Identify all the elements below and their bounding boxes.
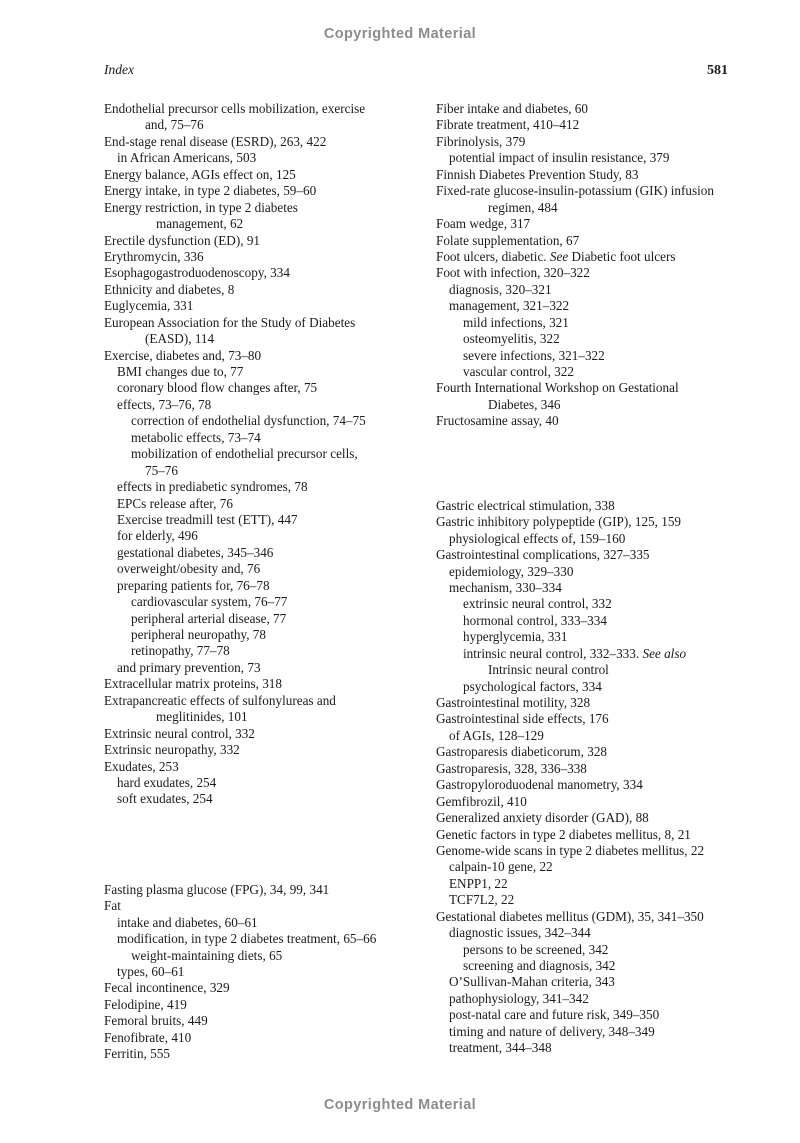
index-entry-line [436, 695, 714, 711]
index-entry-line [104, 693, 376, 709]
entry-text: cardiovascular system, 76–77 [131, 594, 288, 610]
entry-text: Extracellular matrix proteins, 318 [104, 676, 282, 692]
index-entry-line [104, 233, 376, 249]
index-entry-line [104, 627, 376, 643]
entry-text: Genome-wide scans in type 2 diabetes mellitus, 22 [436, 842, 705, 858]
entry-text: Fourth International Workshop on Gestational [436, 380, 679, 396]
entry-text: of AGIs, 128–129 [449, 727, 544, 743]
index-entry-line [436, 150, 714, 166]
entry-text: weight-maintaining diets, 65 [131, 947, 283, 963]
entry-text: Gastrointestinal side effects, 176 [436, 711, 609, 727]
entry-text: Gastric inhibitory polypeptide (GIP), 125, 159 [436, 514, 682, 530]
index-entry-line [436, 282, 714, 298]
index-entry-line [104, 1030, 376, 1046]
index-entry-line [436, 876, 714, 892]
entry-text: mobilization of endothelial precursor cells, [131, 446, 358, 462]
index-entry-line [104, 479, 376, 495]
index-entry-line [436, 233, 714, 249]
index-entry-line [104, 980, 376, 996]
index-entry-line [436, 364, 714, 380]
entry-text: Erectile dysfunction (ED), 91 [104, 232, 261, 248]
index-entry-line [436, 117, 714, 133]
entry-text: Gastropyloroduodenal manometry, 334 [436, 777, 643, 793]
entry-text: extrinsic neural control, 332 [463, 596, 612, 612]
index-entry-line [436, 315, 714, 331]
index-entry-line [104, 948, 376, 964]
index-entry-line [104, 742, 376, 758]
entry-text: Endothelial precursor cells mobilization, exercise [104, 101, 366, 116]
entry-text: TCF7L2, 22 [449, 892, 515, 908]
entry-text: metabolic effects, 73–74 [131, 429, 261, 445]
index-entry-line [104, 545, 376, 561]
index-entry-line [104, 117, 376, 133]
index-entry-line [436, 958, 714, 974]
index-entry-line [436, 348, 714, 364]
entry-text: severe infections, 321–322 [463, 347, 605, 363]
index-entry-line [104, 331, 376, 347]
entry-text: peripheral neuropathy, 78 [131, 627, 266, 642]
index-entry-line [436, 413, 714, 429]
entry-text: Fat [104, 898, 121, 914]
entry-text: persons to be screened, 342 [463, 941, 609, 957]
entry-text: diagnosis, 320–321 [449, 281, 552, 297]
entry-text: (EASD), 114 [145, 331, 215, 347]
entry-text: Extrapancreatic effects of sulfonylureas and [104, 692, 336, 708]
entry-text: physiological effects of, 159–160 [449, 530, 626, 546]
entry-text: screening and diagnosis, 342 [463, 958, 616, 973]
index-entry-line [104, 676, 376, 692]
index-entry-line [436, 777, 714, 793]
index-entry-line [104, 150, 376, 166]
index-entry-line [436, 564, 714, 580]
entry-text: Felodipine, 419 [104, 996, 187, 1012]
index-entry-line [436, 298, 714, 314]
entry-text: meglitinides, 101 [156, 709, 248, 725]
index-entry-line [436, 1024, 714, 1040]
entry-text: Gastrointestinal motility, 328 [436, 695, 591, 710]
entry-text: Erythromycin, 336 [104, 248, 204, 264]
entry-text: EPCs release after, 76 [117, 495, 233, 511]
index-entry-line [436, 892, 714, 908]
index-entry-line [104, 348, 376, 364]
index-entry-line [104, 397, 376, 413]
index-entry-line [436, 183, 714, 199]
entry-text: End-stage renal disease (ESRD), 263, 422 [104, 133, 327, 149]
index-entry-line [436, 249, 714, 265]
index-entry-line [104, 380, 376, 396]
cross-reference-text: See also [642, 645, 687, 661]
index-entry-line [436, 974, 714, 990]
entry-text: Fasting plasma glucose (FPG), 34, 99, 341 [104, 881, 330, 897]
entry-text: Foot ulcers, diabetic. [436, 248, 550, 264]
index-entry-line [436, 744, 714, 760]
entry-text: Fibrate treatment, 410–412 [436, 117, 580, 133]
index-entry-line [104, 496, 376, 512]
index-entry-line [104, 726, 376, 742]
index-entry-line [104, 167, 376, 183]
section-gap [436, 430, 714, 498]
entry-text: Fenofibrate, 410 [104, 1029, 192, 1045]
entry-text: Diabetes, 346 [488, 396, 561, 412]
entry-text: Foam wedge, 317 [436, 216, 531, 232]
index-entry-line [436, 613, 714, 629]
entry-text: calpain-10 gene, 22 [449, 859, 553, 875]
entry-text: Energy balance, AGIs effect on, 125 [104, 166, 296, 182]
index-entry-line [104, 997, 376, 1013]
index-column-right [436, 101, 714, 1057]
entry-text: in African Americans, 503 [117, 150, 257, 166]
index-entry-line [436, 514, 714, 530]
index-entry-line [104, 430, 376, 446]
index-entry-line [104, 463, 376, 479]
entry-text: regimen, 484 [488, 199, 558, 215]
index-entry-line [436, 498, 714, 514]
entry-text: post-natal care and future risk, 349–350 [449, 1007, 660, 1023]
index-entry-line [104, 101, 376, 117]
index-entry-line [104, 315, 376, 331]
entry-text: O’Sullivan-Mahan criteria, 343 [449, 974, 615, 990]
index-entry-line [104, 512, 376, 528]
entry-text: Exercise, diabetes and, 73–80 [104, 347, 262, 363]
entry-text: intake and diabetes, 60–61 [117, 914, 258, 930]
index-entry-line [104, 898, 376, 914]
index-entry-line [436, 646, 714, 662]
entry-text: overweight/obesity and, 76 [117, 561, 261, 577]
entry-text: Gastroparesis, 328, 336–338 [436, 760, 587, 776]
index-entry-line [436, 991, 714, 1007]
entry-text: mild infections, 321 [463, 314, 569, 330]
entry-text: effects, 73–76, 78 [117, 396, 212, 412]
entry-text: ENPP1, 22 [449, 875, 508, 891]
entry-text: 75–76 [145, 462, 178, 478]
index-entry-line [436, 827, 714, 843]
entry-text: Gastroparesis diabeticorum, 328 [436, 744, 608, 760]
entry-text: pathophysiology, 341–342 [449, 990, 589, 1006]
entry-text: preparing patients for, 76–78 [117, 577, 270, 593]
entry-text: Fecal incontinence, 329 [104, 980, 230, 996]
entry-text: Fiber intake and diabetes, 60 [436, 101, 588, 116]
entry-text: Gastric electrical stimulation, 338 [436, 497, 615, 513]
entry-text: Fixed-rate glucose-insulin-potassium (GIK) infusion [436, 183, 714, 199]
entry-text: hard exudates, 254 [117, 774, 217, 790]
index-entry-line [104, 282, 376, 298]
entry-text: vascular control, 322 [463, 364, 574, 379]
index-entry-line [436, 265, 714, 281]
entry-text: Gemfibrozil, 410 [436, 793, 527, 809]
index-entry-line [104, 249, 376, 265]
entry-text: soft exudates, 254 [117, 791, 213, 807]
entry-text: Diabetic foot ulcers [568, 248, 676, 264]
index-entry-line [436, 711, 714, 727]
index-entry-line [104, 611, 376, 627]
index-entry-line [436, 216, 714, 232]
index-entry-line [436, 859, 714, 875]
entry-text: and, 75–76 [145, 117, 204, 133]
running-head-title: Index [104, 62, 134, 77]
index-entry-line [436, 531, 714, 547]
index-entry-line [104, 134, 376, 150]
index-entry-line [104, 791, 376, 807]
index-entry-line [436, 679, 714, 695]
entry-text: Genetic factors in type 2 diabetes mellitus, 8, 21 [436, 826, 691, 842]
entry-text: Intrinsic neural control [488, 662, 609, 678]
entry-text: Gastrointestinal complications, 327–335 [436, 547, 650, 563]
entry-text: Ethnicity and diabetes, 8 [104, 281, 235, 297]
index-entry-line [104, 775, 376, 791]
entry-text: Femoral bruits, 449 [104, 1013, 208, 1029]
entry-text: Exudates, 253 [104, 758, 179, 774]
entry-text: Extrinsic neural control, 332 [104, 725, 255, 741]
entry-text: Finnish Diabetes Prevention Study, 83 [436, 166, 639, 182]
index-entry-line [436, 397, 714, 413]
index-entry-line [436, 629, 714, 645]
entry-text: potential impact of insulin resistance, 379 [449, 150, 670, 166]
entry-text: coronary blood flow changes after, 75 [117, 380, 318, 396]
entry-text: Esophagogastroduodenoscopy, 334 [104, 265, 290, 281]
index-entry-line [104, 446, 376, 462]
entry-text: Energy intake, in type 2 diabetes, 59–60 [104, 183, 317, 199]
index-entry-line [104, 298, 376, 314]
index-entry-line [436, 728, 714, 744]
entry-text: BMI changes due to, 77 [117, 364, 244, 379]
index-entry-line [436, 843, 714, 859]
index-entry-line [436, 200, 714, 216]
entry-text: diagnostic issues, 342–344 [449, 925, 591, 941]
cross-reference-text: See [549, 248, 569, 264]
index-entry-line [104, 709, 376, 725]
entry-text: osteomyelitis, 322 [463, 331, 560, 347]
index-entry-line [436, 331, 714, 347]
section-gap [104, 808, 376, 882]
entry-text: timing and nature of delivery, 348–349 [449, 1023, 655, 1039]
entry-text: management, 62 [156, 216, 244, 232]
entry-text: Folate supplementation, 67 [436, 232, 580, 248]
entry-text: Generalized anxiety disorder (GAD), 88 [436, 810, 649, 826]
index-entry-line [104, 964, 376, 980]
entry-text: correction of endothelial dysfunction, 74–75 [131, 413, 366, 429]
index-entry-line [104, 578, 376, 594]
index-entry-line [436, 810, 714, 826]
entry-text: peripheral arterial disease, 77 [131, 610, 287, 626]
entry-text: treatment, 344–348 [449, 1040, 552, 1056]
entry-text: Fructosamine assay, 40 [436, 413, 559, 429]
index-entry-line [436, 167, 714, 183]
index-entry-line [436, 909, 714, 925]
entry-text: Energy restriction, in type 2 diabetes [104, 199, 298, 215]
entry-text: epidemiology, 329–330 [449, 563, 574, 579]
entry-text: types, 60–61 [117, 964, 185, 979]
index-entry-line [436, 925, 714, 941]
index-entry-line [436, 942, 714, 958]
index-entry-line [436, 580, 714, 596]
index-entry-line [104, 216, 376, 232]
entry-text: for elderly, 496 [117, 528, 198, 544]
index-entry-line [436, 101, 714, 117]
index-entry-line [104, 759, 376, 775]
page-header [104, 62, 728, 79]
entry-text: psychological factors, 334 [463, 678, 602, 694]
index-entry-line [436, 794, 714, 810]
entry-text: Fibrinolysis, 379 [436, 133, 526, 149]
index-entry-line [104, 1013, 376, 1029]
entry-text: Exercise treadmill test (ETT), 447 [117, 511, 298, 527]
index-entry-line [104, 413, 376, 429]
entry-text: retinopathy, 77–78 [131, 643, 230, 659]
entry-text: Extrinsic neuropathy, 332 [104, 742, 240, 758]
index-entry-line [436, 662, 714, 678]
entry-text: European Association for the Study of Diabetes [104, 314, 356, 330]
index-entry-line [104, 528, 376, 544]
entry-text: Euglycemia, 331 [104, 298, 194, 314]
index-entry-line [104, 915, 376, 931]
index-entry-line [436, 761, 714, 777]
index-entry-line [104, 265, 376, 281]
index-entry-line [104, 594, 376, 610]
index-entry-line [104, 200, 376, 216]
index-entry-line [436, 134, 714, 150]
entry-text: Ferritin, 555 [104, 1046, 170, 1062]
index-entry-line [104, 931, 376, 947]
index-entry-line [104, 643, 376, 659]
index-entry-line [104, 183, 376, 199]
page-number: 581 [707, 63, 728, 78]
index-entry-line [104, 561, 376, 577]
index-entry-line [436, 547, 714, 563]
index-entry-line [436, 596, 714, 612]
index-entry-line [436, 1007, 714, 1023]
entry-text: Foot with infection, 320–322 [436, 265, 590, 281]
index-column-left [104, 101, 376, 1063]
entry-text: management, 321–322 [449, 298, 570, 314]
index-entry-line [436, 1040, 714, 1056]
index-entry-line [436, 380, 714, 396]
copyright-watermark-bottom: Copyrighted Material [323, 1097, 477, 1113]
entry-text: effects in prediabetic syndromes, 78 [117, 479, 308, 495]
entry-text: hyperglycemia, 331 [463, 629, 568, 645]
entry-text: mechanism, 330–334 [449, 579, 562, 595]
index-entry-line [104, 882, 376, 898]
entry-text: Gestational diabetes mellitus (GDM), 35, 341–350 [436, 908, 704, 924]
index-entry-line [104, 364, 376, 380]
copyright-watermark-top: Copyrighted Material [323, 26, 477, 42]
entry-text: modification, in type 2 diabetes treatment, 65–66 [117, 931, 377, 947]
entry-text: gestational diabetes, 345–346 [117, 544, 274, 560]
entry-text: and primary prevention, 73 [117, 659, 261, 675]
entry-text: hormonal control, 333–334 [463, 612, 607, 628]
index-entry-line [104, 1046, 376, 1062]
entry-text: intrinsic neural control, 332–333. [463, 645, 643, 661]
index-entry-line [104, 660, 376, 676]
